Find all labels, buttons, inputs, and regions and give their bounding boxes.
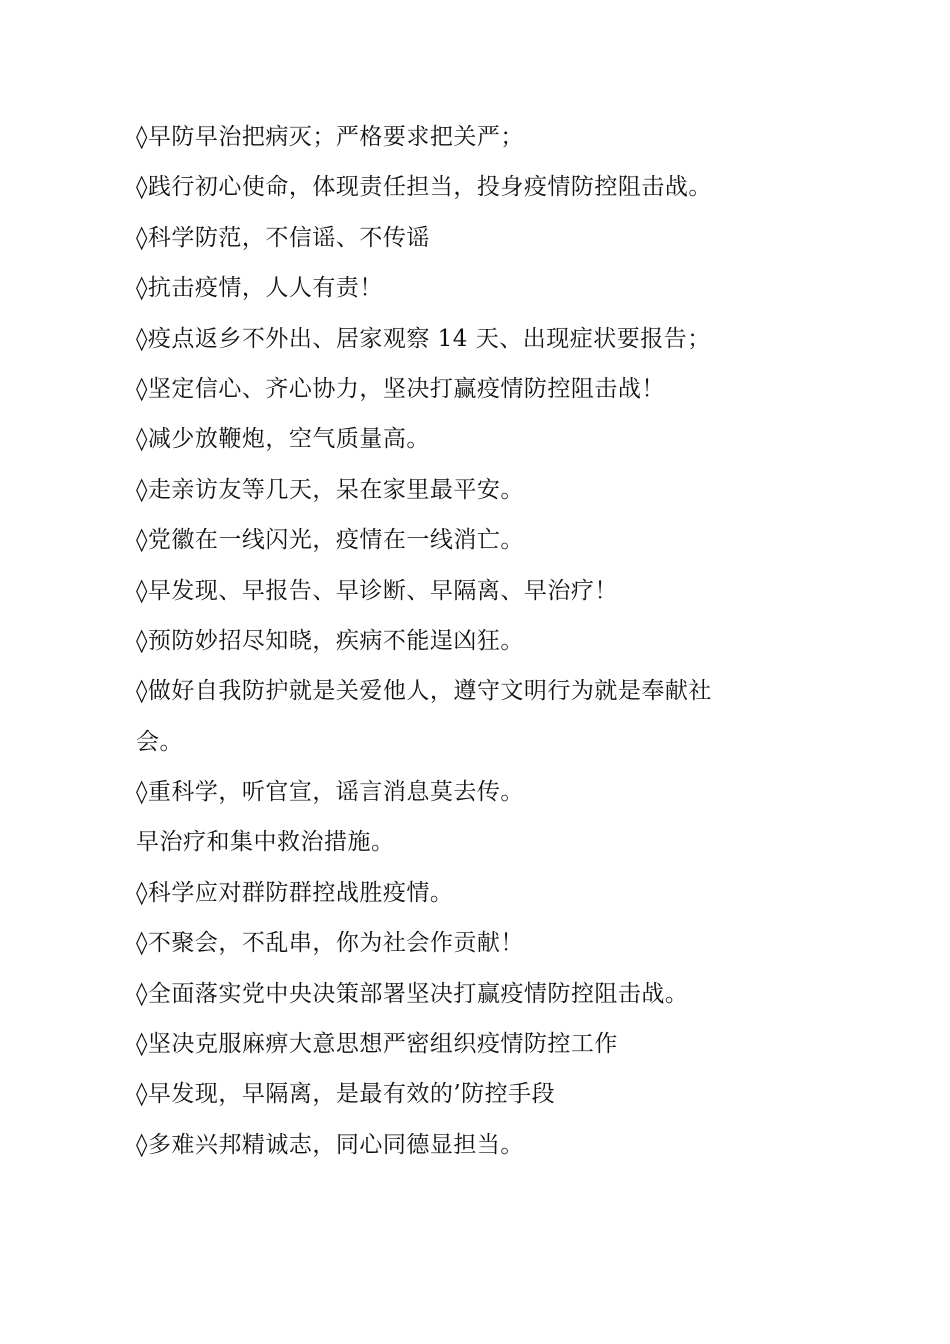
text-line: ◊早防早治把病灭；严格要求把关严； — [136, 124, 524, 150]
text-line: ◊抗击疫情，人人有责！ — [136, 275, 383, 302]
text-line: ◊科学防范，不信谣、不传谣 — [136, 224, 430, 251]
text-line: ◊坚决克服麻痹大意思想严密组织疫情防控工作 — [136, 1031, 618, 1058]
text-line: ◊走亲访友等几天，呆在家里最平安。 — [136, 476, 524, 503]
text-line: 早治疗和集中救治措施。 — [136, 829, 395, 856]
text-line: ◊早发现、早报告、早诊断、早隔离、早治疗！ — [136, 577, 618, 604]
text-line: ◊坚定信心、齐心协力，坚决打赢疫情防控阻击战！ — [136, 375, 665, 402]
text-line: ◊党徽在一线闪光，疫情在一线消亡。 — [136, 527, 524, 554]
text-line: ◊预防妙招尽知晓，疾病不能逞凶狂。 — [136, 627, 524, 654]
text-line: ◊践行初心使命，体现责任担当，投身疫情防控阻击战。 — [136, 174, 712, 201]
text-line: 会。 — [136, 728, 183, 755]
text-line: ◊减少放鞭炮，空气质量高。 — [136, 426, 430, 453]
text-line: ◊做好自我防护就是关爱他人，遵守文明行为就是奉献社 — [136, 678, 712, 705]
text-line: ◊科学应对群防群控战胜疫情。 — [136, 879, 454, 906]
text-line: ◊疫点返乡不外出、居家观察 14 天、出现症状要报告； — [136, 325, 711, 352]
text-line: ◊重科学，听官宣，谣言消息莫去传。 — [136, 779, 524, 806]
text-line: ◊多难兴邦精诚志，同心同德显担当。 — [136, 1131, 524, 1158]
document-body — [136, 112, 756, 1170]
text-line: ◊不聚会，不乱串，你为社会作贡献！ — [136, 930, 524, 957]
text-line: ◊全面落实党中央决策部署坚决打赢疫情防控阻击战。 — [136, 980, 689, 1007]
text-line: ◊早发现，早隔离，是最有效的’防控手段 — [136, 1081, 556, 1108]
